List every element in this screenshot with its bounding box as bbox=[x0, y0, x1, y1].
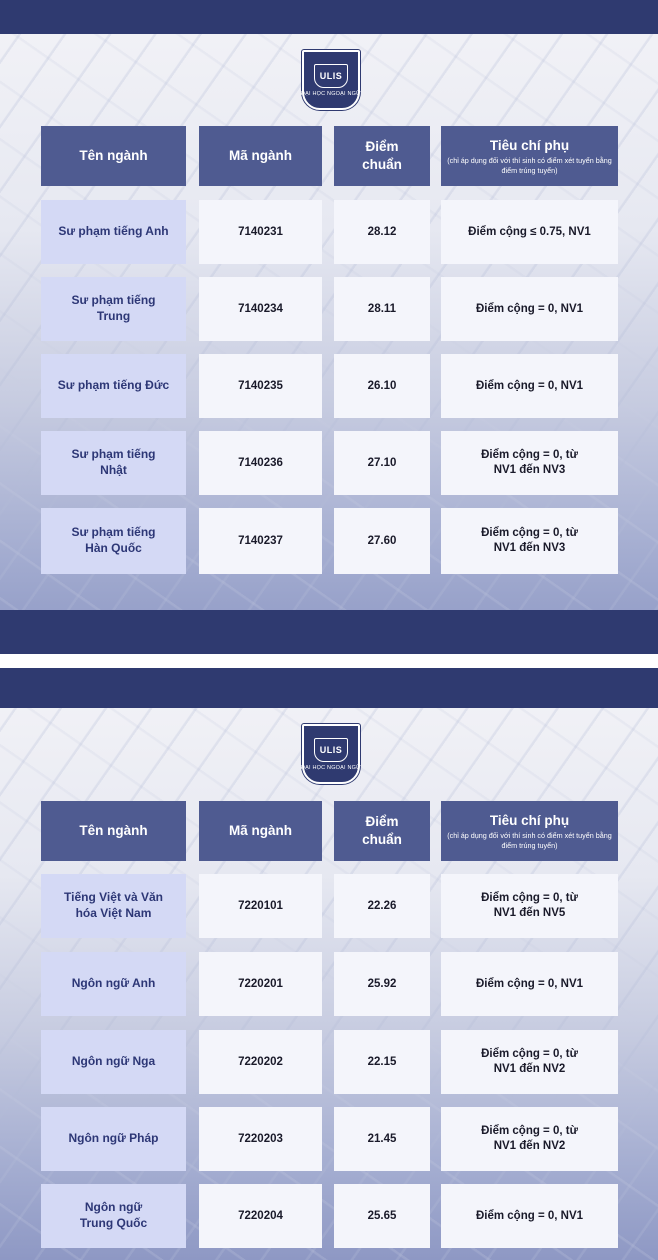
table-row-code: 7140234 bbox=[199, 277, 322, 341]
table-row-code: 7140236 bbox=[199, 431, 322, 495]
header-code: Mã ngành bbox=[199, 126, 322, 186]
table-row-score: 27.60 bbox=[334, 508, 430, 574]
table-row-score: 22.26 bbox=[334, 874, 430, 938]
score-panel-2 bbox=[0, 668, 658, 1260]
top-banner bbox=[0, 668, 658, 708]
table-row-name: Tiếng Việt và Văn hóa Việt Nam bbox=[41, 874, 186, 938]
table-row-score: 27.10 bbox=[334, 431, 430, 495]
table-row-name: Sư phạm tiếng Hàn Quốc bbox=[41, 508, 186, 574]
table-row-score: 25.92 bbox=[334, 952, 430, 1016]
table-row-criteria: Điểm cộng = 0, NV1 bbox=[441, 277, 618, 341]
ulis-logo bbox=[302, 50, 360, 110]
table-row-code: 7140237 bbox=[199, 508, 322, 574]
table-row-name: Ngôn ngữ Pháp bbox=[41, 1107, 186, 1171]
table-row-name: Ngôn ngữ Nga bbox=[41, 1030, 186, 1094]
header-criteria-note: (chỉ áp dụng đối với thí sinh có điểm xét tuyển bằng điểm trúng tuyển) bbox=[447, 156, 612, 175]
logo-shield-icon: ULIS bbox=[314, 738, 348, 762]
header-criteria bbox=[441, 801, 618, 861]
table-row-code: 7220201 bbox=[199, 952, 322, 1016]
logo-caption: ĐẠI HỌC NGOẠI NGỮ bbox=[300, 764, 362, 771]
table-row-criteria: Điểm cộng = 0, NV1 bbox=[441, 952, 618, 1016]
table-row-criteria: Điểm cộng = 0, từ NV1 đến NV3 bbox=[441, 431, 618, 495]
header-score: Điểm chuẩn bbox=[334, 801, 430, 861]
table-row-name: Sư phạm tiếng Đức bbox=[41, 354, 186, 418]
table-row-name: Sư phạm tiếng Nhật bbox=[41, 431, 186, 495]
table-row-code: 7140235 bbox=[199, 354, 322, 418]
table-row-criteria: Điểm cộng = 0, NV1 bbox=[441, 1184, 618, 1248]
table-row-score: 26.10 bbox=[334, 354, 430, 418]
table-row-criteria: Điểm cộng = 0, từ NV1 đến NV2 bbox=[441, 1030, 618, 1094]
table-row-name: Sư phạm tiếng Trung bbox=[41, 277, 186, 341]
table-row-code: 7220203 bbox=[199, 1107, 322, 1171]
table-row-criteria: Điểm cộng = 0, từ NV1 đến NV3 bbox=[441, 508, 618, 574]
table-row-name: Ngôn ngữ Trung Quốc bbox=[41, 1184, 186, 1248]
table-row-code: 7140231 bbox=[199, 200, 322, 264]
table-row-code: 7220202 bbox=[199, 1030, 322, 1094]
table-row-score: 25.65 bbox=[334, 1184, 430, 1248]
header-criteria-title: Tiêu chí phụ bbox=[489, 137, 570, 153]
logo-shield-icon: ULIS bbox=[314, 64, 348, 88]
table-row-name: Sư phạm tiếng Anh bbox=[41, 200, 186, 264]
table-row-code: 7220204 bbox=[199, 1184, 322, 1248]
table-row-score: 28.11 bbox=[334, 277, 430, 341]
table-row-code: 7220101 bbox=[199, 874, 322, 938]
table-row-name: Ngôn ngữ Anh bbox=[41, 952, 186, 1016]
header-score: Điểm chuẩn bbox=[334, 126, 430, 186]
logo-caption: ĐẠI HỌC NGOẠI NGỮ bbox=[300, 90, 362, 97]
table-row-criteria: Điểm cộng = 0, từ NV1 đến NV5 bbox=[441, 874, 618, 938]
bottom-banner bbox=[0, 610, 658, 654]
table-row-criteria: Điểm cộng ≤ 0.75, NV1 bbox=[441, 200, 618, 264]
table-row-score: 28.12 bbox=[334, 200, 430, 264]
header-name: Tên ngành bbox=[41, 126, 186, 186]
ulis-logo bbox=[302, 724, 360, 784]
header-criteria-title: Tiêu chí phụ bbox=[489, 812, 570, 828]
header-name: Tên ngành bbox=[41, 801, 186, 861]
table-row-criteria: Điểm cộng = 0, NV1 bbox=[441, 354, 618, 418]
table-row-score: 22.15 bbox=[334, 1030, 430, 1094]
header-criteria-note: (chỉ áp dụng đối với thí sinh có điểm xét tuyển bằng điểm trúng tuyển) bbox=[447, 831, 612, 850]
table-row-criteria: Điểm cộng = 0, từ NV1 đến NV2 bbox=[441, 1107, 618, 1171]
header-criteria bbox=[441, 126, 618, 186]
top-banner bbox=[0, 0, 658, 34]
table-row-score: 21.45 bbox=[334, 1107, 430, 1171]
header-code: Mã ngành bbox=[199, 801, 322, 861]
